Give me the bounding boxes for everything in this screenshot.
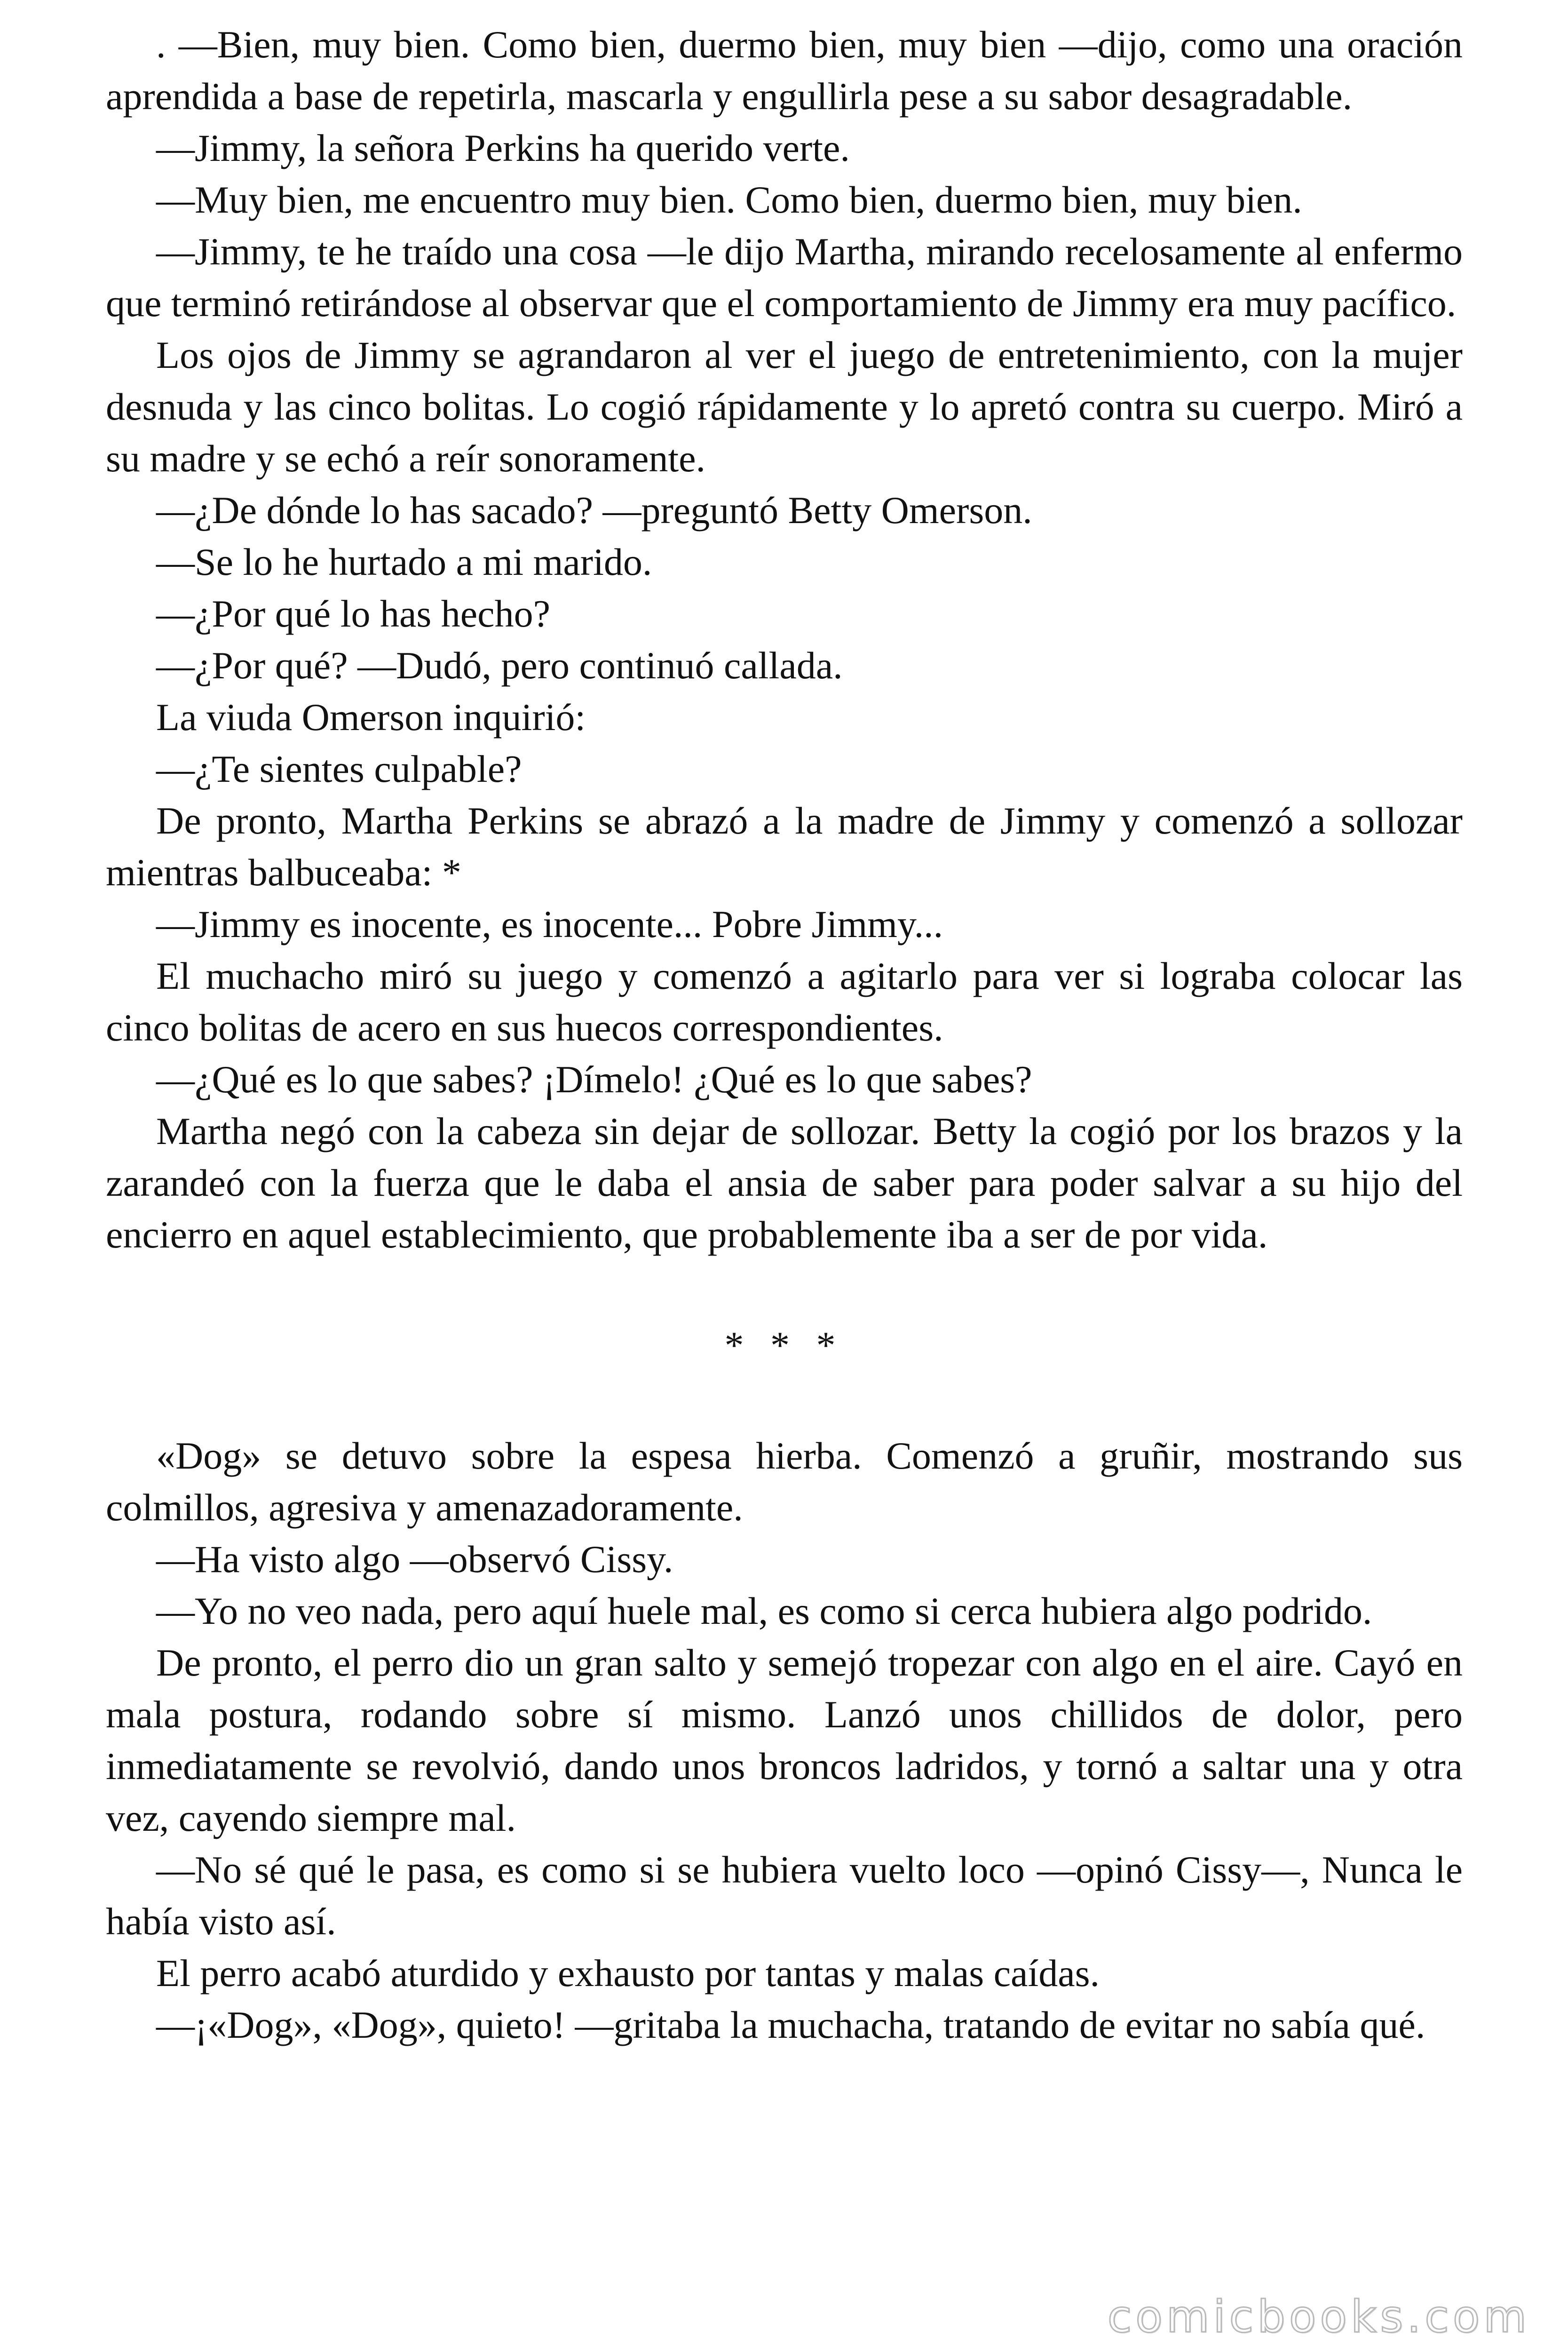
paragraph: «Dog» se detuvo sobre la espesa hierba. Comenzó a gruñir, mostrando sus colmillos, agresiva y amenazadoramente.: [106, 1434, 1463, 1529]
paragraph: Martha negó con la cabeza sin dejar de sollozar. Betty la cogió por los brazos y la zarandeó con la fuerza que le daba el ansia de saber para poder salvar a su hijo del encierro en aquel establecimiento, que probablemente iba a ser de por vida.: [106, 1110, 1463, 1256]
paragraph: —Yo no veo nada, pero aquí huele mal, es como si cerca hubiera algo podrido.: [156, 1589, 1372, 1632]
paragraph: —Muy bien, me encuentro muy bien. Como bien, duermo bien, muy bien.: [156, 178, 1302, 221]
paragraph: —Jimmy es inocente, es inocente... Pobre Jimmy...: [156, 903, 943, 946]
paragraph: —¿De dónde lo has sacado? —preguntó Betty Omerson.: [156, 489, 1032, 532]
paragraph: —¿Por qué? —Dudó, pero continuó callada.: [156, 644, 843, 687]
paragraph: —Ha visto algo —observó Cissy.: [156, 1538, 673, 1581]
paragraph: De pronto, el perro dio un gran salto y semejó tropezar con algo en el aire. Cayó en mala postura, rodando sobre sí mismo. Lanzó unos chillidos de dolor, pero inmediatamente se revolvió, dando unos broncos ladridos, y tornó a saltar una y otra vez, cayendo siempre mal.: [106, 1641, 1463, 1839]
paragraph: —Se lo he hurtado a mi marido.: [156, 540, 652, 583]
paragraph: —¿Qué es lo que sabes? ¡Dímelo! ¿Qué es lo que sabes?: [156, 1058, 1032, 1101]
page-body: [106, 19, 1463, 2051]
paragraph: La viuda Omerson inquirió:: [156, 696, 586, 739]
paragraph: El muchacho miró su juego y comenzó a agitarlo para ver si lograba colocar las cinco bolitas de acero en sus huecos correspondientes.: [106, 954, 1463, 1049]
paragraph: —¡«Dog», «Dog», quieto! —gritaba la muchacha, tratando de evitar no sabía qué.: [156, 2003, 1425, 2046]
paragraph: —Jimmy, la señora Perkins ha querido verte.: [156, 127, 850, 169]
watermark-logo: comicbooks.com: [1107, 2291, 1530, 2343]
paragraph: Los ojos de Jimmy se agrandaron al ver el juego de entretenimiento, con la mujer desnuda y las cinco bolitas. Lo cogió rápidamente y lo apretó contra su cuerpo. Miró a su madre y se echó a reír sonoramente.: [106, 334, 1463, 480]
paragraph: De pronto, Martha Perkins se abrazó a la madre de Jimmy y comenzó a sollozar mientras balbuceaba: *: [106, 799, 1463, 894]
section-separator: * * *: [724, 1324, 844, 1367]
paragraph: . —Bien, muy bien. Como bien, duermo bien, muy bien —dijo, como una oración aprendida a base de repetirla, mascarla y engullirla pese a su sabor desagradable.: [106, 23, 1463, 118]
text-section-1: [106, 19, 1463, 1261]
paragraph: —¿Te sientes culpable?: [156, 747, 522, 790]
paragraph: —¿Por qué lo has hecho?: [156, 592, 550, 635]
paragraph: —No sé qué le pasa, es como si se hubiera vuelto loco —opinó Cissy—, Nunca le había visto así.: [106, 1848, 1463, 1943]
paragraph: —Jimmy, te he traído una cosa —le dijo Martha, mirando recelosamente al enfermo que terminó retirándose al observar que el comportamiento de Jimmy era muy pacífico.: [106, 230, 1463, 325]
paragraph: El perro acabó aturdido y exhausto por tantas y malas caídas.: [156, 1952, 1100, 1994]
text-section-2: [106, 1430, 1463, 2051]
